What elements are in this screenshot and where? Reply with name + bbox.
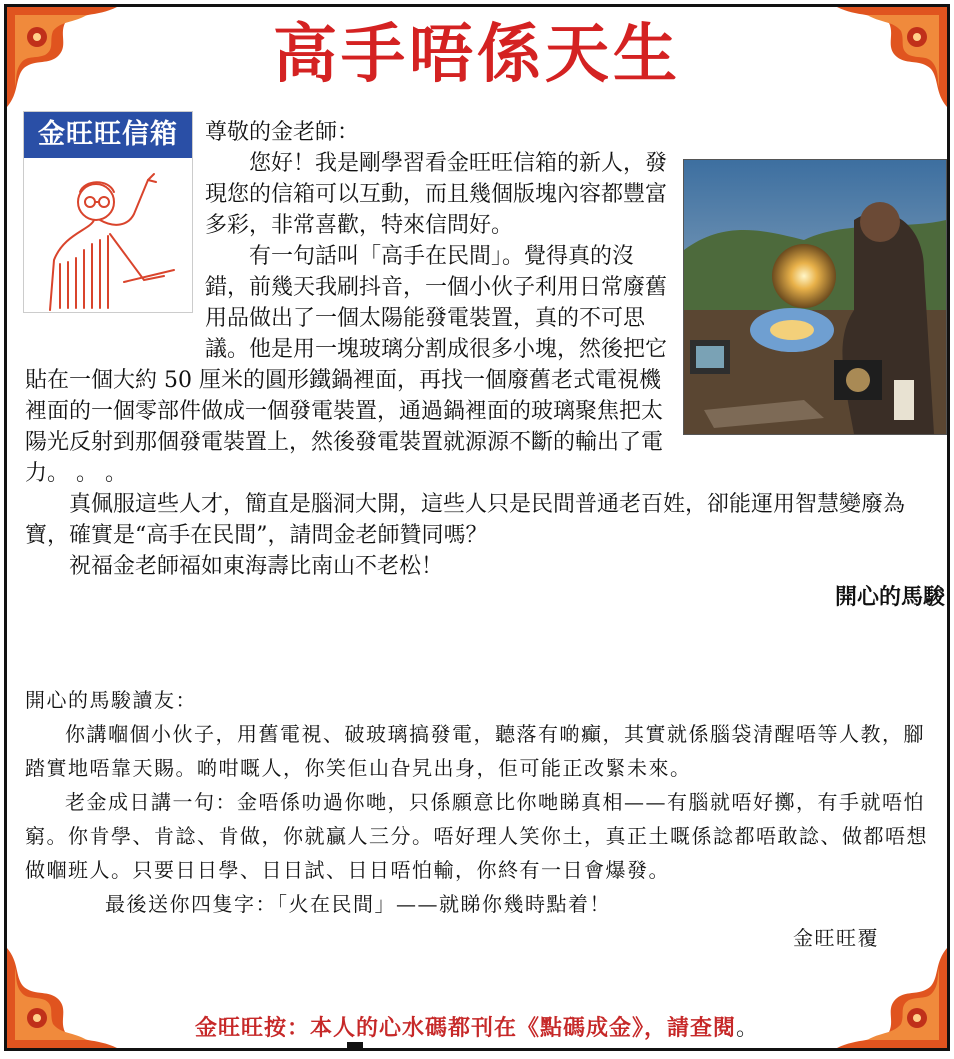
- footer-note: [7, 1011, 947, 1042]
- reply-paragraph: 最後送你四隻字：「火在民間」——就睇你幾時點着！: [105, 892, 611, 916]
- letter-paragraph: 祝福金老師福如東海壽比南山不老松！: [69, 554, 444, 579]
- reply-body: [25, 683, 941, 955]
- page-title: 高手唔係天生: [273, 17, 681, 92]
- newspaper-column: [4, 4, 950, 1051]
- letter-paragraph: 您好！我是剛學習看金旺旺信箱的新人，發現您的信箱可以互動，而且幾個版塊內容都豐富多彩，非常喜歡，特來信問好。: [205, 151, 668, 238]
- letter-salutation: 尊敬的金老師：: [205, 120, 360, 145]
- letter-signature: 開心的馬駿: [834, 584, 945, 610]
- footer-note-text: 金旺旺按：本人的心水碼都刊在《點碼成金》，請查閱: [194, 1015, 736, 1041]
- reply-paragraph: 老金成日講一句：金唔係叻過你哋，只係願意比你哋睇真相——有腦就唔好擲，有手就唔怕窮。你肯學、肯諗、肯做，你就贏人三分。唔好理人笑你土，真正土嘅係諗都唔敢諗、做都唔想做嗰班人。只要日日學、日日試、日日唔怕輸，你終有一日會爆發。: [25, 790, 928, 882]
- reply-paragraph: 你講嗰個小伙子，用舊電視、破玻璃搞發電，聽落有啲癲，其實就係腦袋清醒唔等人教，腳踏實地唔靠天賜。啲咁嘅人，你笑佢山旮旯出身，佢可能正改緊未來。: [25, 722, 925, 780]
- reply-signature: 金旺旺覆: [793, 926, 879, 950]
- letter-paragraph: 真佩服這些人才，簡直是腦洞大開，這些人只是民間普通老百姓，卻能運用智慧變廢為寶，確實是“高手在民間”，請問金老師贊同嗎？: [25, 492, 906, 548]
- column-logo-label: 金旺旺信箱: [24, 112, 192, 158]
- bottom-edge-mark: [347, 1042, 363, 1050]
- footer-note-tail: 。: [736, 1016, 760, 1041]
- reply-salutation: 開心的馬駿讀友：: [25, 688, 197, 712]
- letter-body: [25, 117, 945, 613]
- letter-paragraph: 有一句話叫「高手在民間」。覺得真的沒錯，前幾天我刷抖音，一個小伙子利用日常廢舊用品做出了一個太陽能發電裝置，真的不可思議。他是用一塊玻璃分割成很多小塊，然後把它貼在一個大約 50 厘米的圓形鐵鍋裡面，再找一個廢舊老式電視機裡面的一個零部件做成一個發電裝置，通過鍋裡面的玻璃聚焦把太陽光反射到那個發電裝置上，然後發電裝置就源源不斷的輸出了電力。 。 。: [25, 244, 668, 486]
